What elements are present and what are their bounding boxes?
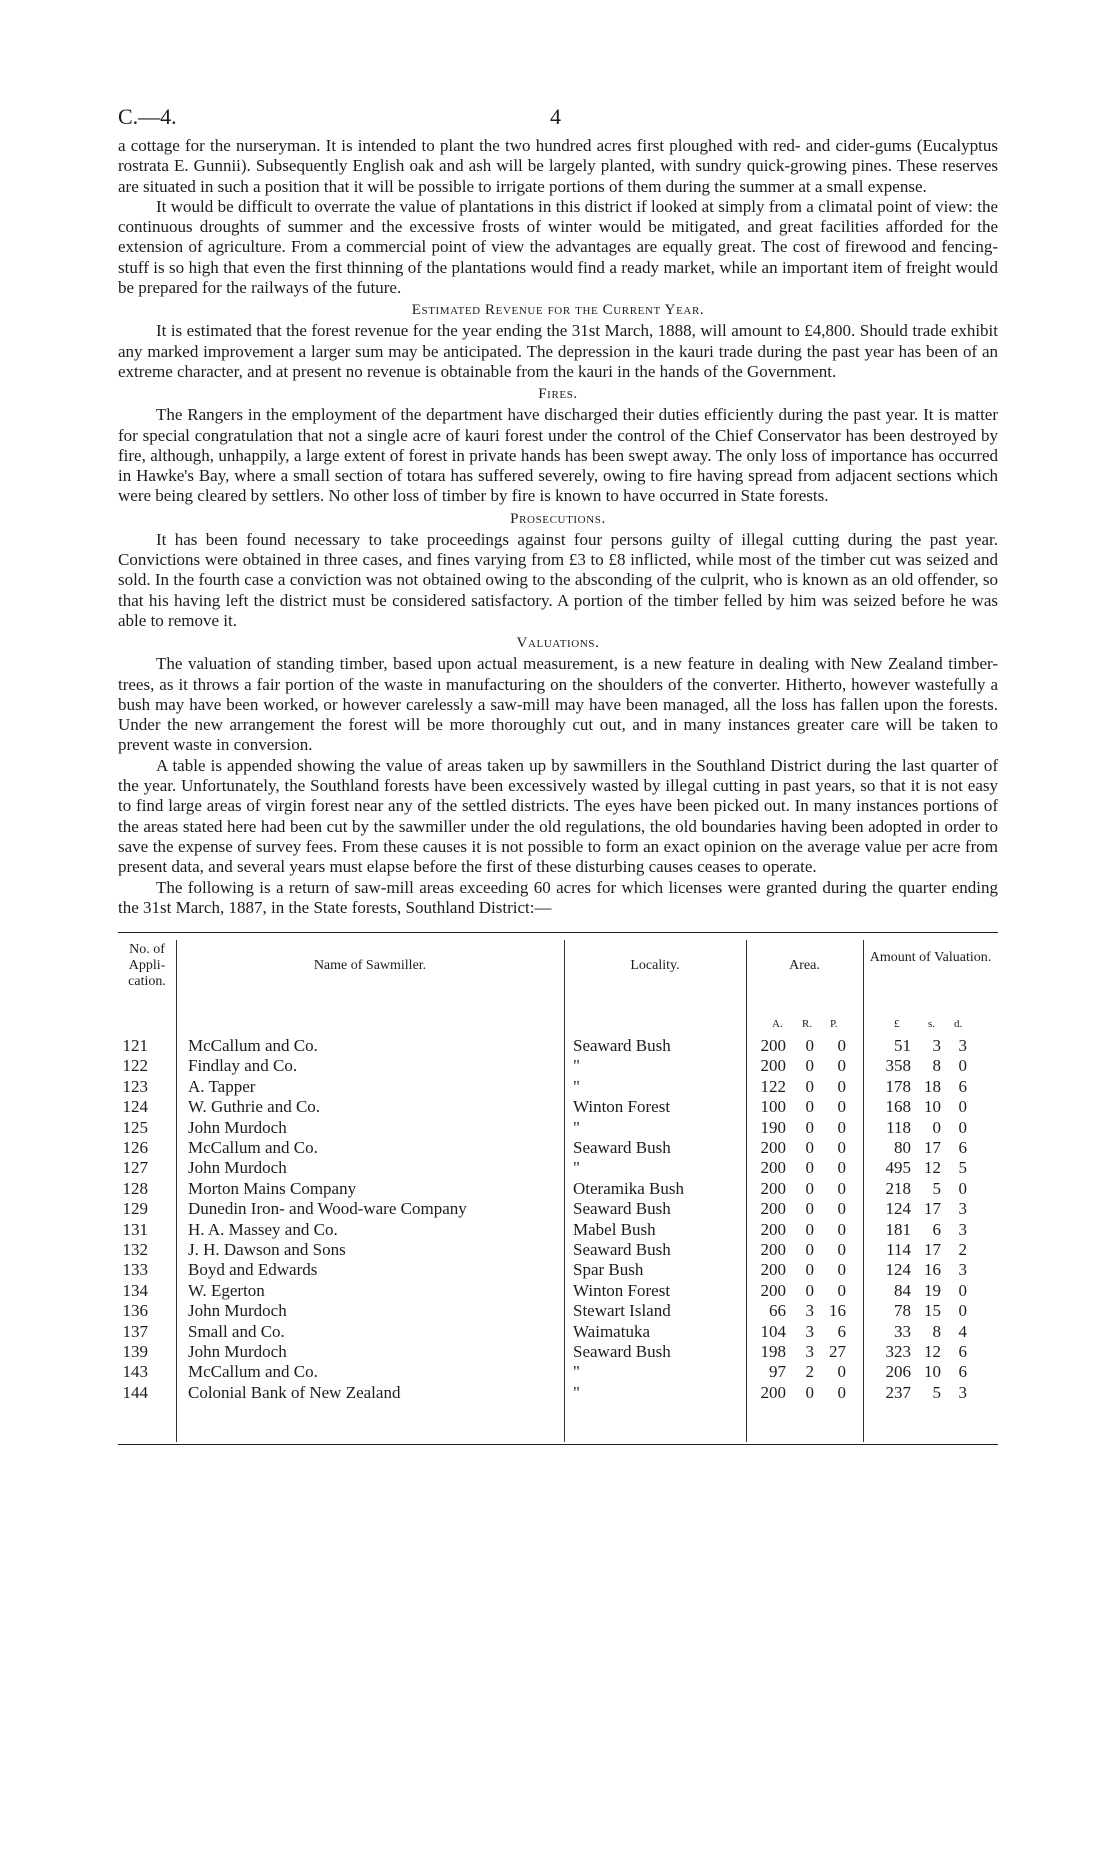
valuation-pence: 0 — [958, 1280, 967, 1300]
area-acres: 200 — [760, 1138, 786, 1158]
sawmiller-name: J. H. Dawson and Sons — [188, 1240, 346, 1260]
locality: Oteramika Bush — [573, 1178, 684, 1198]
application-no: 139 — [122, 1342, 148, 1362]
table-row — [118, 1138, 998, 1158]
valuation-shillings: 3 — [932, 1036, 941, 1056]
locality: Seaward Bush — [573, 1138, 671, 1158]
area-roods: 3 — [805, 1321, 814, 1341]
table-row — [118, 1260, 998, 1280]
application-no: 134 — [122, 1280, 148, 1300]
sawmiller-name: Morton Mains Company — [188, 1178, 357, 1198]
area-roods: 0 — [805, 1158, 814, 1178]
valuation-pounds: 323 — [885, 1342, 911, 1362]
application-no: 137 — [122, 1321, 148, 1341]
valuation-shillings: 0 — [932, 1117, 941, 1137]
valuation-shillings: 5 — [932, 1382, 941, 1402]
sawmiller-name: McCallum and Co. — [188, 1036, 318, 1056]
valuation-pence: 4 — [958, 1321, 967, 1341]
valuation-shillings: 8 — [932, 1321, 941, 1341]
application-no: 123 — [122, 1076, 148, 1096]
table-row — [118, 1036, 998, 1056]
valuation-shillings: 16 — [924, 1260, 941, 1280]
application-no: 124 — [122, 1097, 148, 1117]
table-row — [118, 1281, 998, 1301]
area-perches: 0 — [837, 1260, 846, 1280]
valuation-pence: 3 — [958, 1382, 967, 1402]
area-acres: 200 — [760, 1382, 786, 1402]
locality: Mabel Bush — [573, 1219, 656, 1239]
area-roods: 0 — [805, 1260, 814, 1280]
area-perches: 0 — [837, 1158, 846, 1178]
area-acres: 104 — [760, 1321, 786, 1341]
valuation-pence: 0 — [958, 1178, 967, 1198]
sawmiller-name: Boyd and Edwards — [188, 1260, 318, 1280]
valuation-pounds: 78 — [894, 1301, 911, 1321]
area-acres: 190 — [760, 1117, 786, 1137]
area-acres: 200 — [760, 1178, 786, 1198]
locality: Seaward Bush — [573, 1036, 671, 1056]
valuation-shillings: 17 — [924, 1240, 941, 1260]
unit-shillings: s. — [928, 1018, 936, 1031]
application-no: 127 — [122, 1158, 148, 1178]
sawmiller-name: John Murdoch — [188, 1117, 287, 1137]
locality: Winton Forest — [573, 1280, 671, 1300]
valuation-shillings: 12 — [924, 1342, 941, 1362]
area-acres: 66 — [769, 1301, 786, 1321]
application-no: 144 — [122, 1382, 148, 1402]
paragraph: a cottage for the nurseryman. It is intended to plant the two hundred acres first ploughed with red- and cider-gums (Eucalyptus rostrata E. Gunnii). Subsequently English oak and ash will be largely planted, with sundry quick-growing pines. These reserves are situated in such a position that it will be possible to irrigate portions of them during the summer at a small expense. — [118, 136, 998, 196]
section-heading: Fires. — [538, 386, 578, 403]
valuation-pence: 5 — [958, 1158, 967, 1178]
page-number: 4 — [550, 104, 561, 129]
paragraph: It has been found necessary to take proceedings against four persons guilty of illegal cutting during the past year. Convictions were obtained in three cases, and fines varying from £3 to £8 inflicted, while most of the timber cut was seized and sold. In the fourth case a conviction was not obtained owing to the absconding of the culprit, who is known as an old offender, so that his having left the district must be considered satisfactory. A portion of the timber felled by him was seized before he was able to remove it. — [118, 529, 998, 630]
area-perches: 27 — [829, 1342, 846, 1362]
valuation-shillings: 18 — [924, 1076, 941, 1096]
valuation-shillings: 12 — [924, 1158, 941, 1178]
area-roods: 0 — [805, 1219, 814, 1239]
sawmill-areas-table — [118, 932, 998, 1452]
header-sawmiller: Name of Sawmiller. — [313, 958, 427, 974]
valuation-pounds: 80 — [894, 1138, 911, 1158]
unit-pence: d. — [954, 1018, 963, 1031]
area-roods: 0 — [805, 1036, 814, 1056]
area-perches: 0 — [837, 1240, 846, 1260]
area-perches: 0 — [837, 1178, 846, 1198]
valuation-pounds: 51 — [894, 1036, 911, 1056]
valuation-pence: 3 — [958, 1036, 967, 1056]
area-roods: 3 — [805, 1301, 814, 1321]
application-no: 143 — [122, 1362, 148, 1382]
header-valuation: Amount of Valuation. — [869, 950, 992, 966]
header-area: Area. — [789, 958, 820, 974]
locality: " — [573, 1362, 580, 1382]
locality: " — [573, 1117, 580, 1137]
sawmiller-name: John Murdoch — [188, 1301, 287, 1321]
application-no: 132 — [122, 1240, 148, 1260]
application-no: 122 — [122, 1056, 148, 1076]
area-perches: 0 — [837, 1076, 846, 1096]
area-roods: 0 — [805, 1240, 814, 1260]
area-acres: 200 — [760, 1280, 786, 1300]
header-locality: Locality. — [630, 958, 680, 974]
locality: Spar Bush — [573, 1260, 644, 1280]
table-row — [118, 1118, 998, 1138]
application-no: 121 — [122, 1036, 148, 1056]
unit-acres: A. — [772, 1018, 783, 1031]
table-row — [118, 1158, 998, 1178]
locality: " — [573, 1056, 580, 1076]
sawmiller-name: W. Guthrie and Co. — [188, 1097, 321, 1117]
area-perches: 16 — [829, 1301, 846, 1321]
valuation-pounds: 358 — [885, 1056, 911, 1076]
locality: Stewart Island — [573, 1301, 671, 1321]
valuation-pence: 0 — [958, 1117, 967, 1137]
application-no: 126 — [122, 1138, 148, 1158]
valuation-shillings: 19 — [924, 1280, 941, 1300]
table-row — [118, 1322, 998, 1342]
locality: " — [573, 1382, 580, 1402]
area-acres: 198 — [760, 1342, 786, 1362]
page-header — [118, 100, 998, 136]
area-acres: 200 — [760, 1240, 786, 1260]
table-row — [118, 1362, 998, 1382]
area-acres: 200 — [760, 1219, 786, 1239]
locality: " — [573, 1158, 580, 1178]
area-perches: 0 — [837, 1056, 846, 1076]
area-roods: 0 — [805, 1382, 814, 1402]
valuation-shillings: 10 — [924, 1097, 941, 1117]
area-acres: 200 — [760, 1260, 786, 1280]
table-row — [118, 1342, 998, 1362]
area-roods: 3 — [805, 1342, 814, 1362]
section-heading: Valuations. — [516, 635, 600, 652]
area-roods: 0 — [805, 1056, 814, 1076]
sawmiller-name: John Murdoch — [188, 1158, 287, 1178]
table-bottom-rule — [118, 1444, 998, 1445]
sawmiller-name: H. A. Massey and Co. — [188, 1219, 338, 1239]
paragraph: The following is a return of saw-mill areas exceeding 60 acres for which licenses were granted during the quarter ending the 31st March, 1887, in the State forests, Southland District:— — [118, 877, 998, 917]
valuation-pence: 6 — [958, 1076, 967, 1096]
table-top-rule — [118, 932, 998, 933]
paragraph: It is estimated that the forest revenue for the year ending the 31st March, 1888, will amount to £4,800. Should trade exhibit any marked improvement a larger sum may be anticipated. The depression in the kauri trade during the past year has been of an extreme character, and at present no revenue is obtainable from the kauri in the hands of the Government. — [118, 321, 998, 381]
area-roods: 0 — [805, 1199, 814, 1219]
table-row — [118, 1383, 998, 1403]
area-perches: 6 — [837, 1321, 846, 1341]
valuation-pounds: 168 — [885, 1097, 911, 1117]
valuation-pence: 0 — [958, 1097, 967, 1117]
unit-perches: P. — [830, 1018, 838, 1031]
application-no: 125 — [122, 1117, 148, 1137]
area-perches: 0 — [837, 1199, 846, 1219]
valuation-pence: 2 — [958, 1240, 967, 1260]
area-perches: 0 — [837, 1097, 846, 1117]
sawmiller-name: McCallum and Co. — [188, 1138, 318, 1158]
valuation-pounds: 218 — [885, 1178, 911, 1198]
sawmiller-name: Small and Co. — [188, 1321, 285, 1341]
valuation-pence: 6 — [958, 1362, 967, 1382]
area-roods: 0 — [805, 1138, 814, 1158]
area-acres: 97 — [769, 1362, 786, 1382]
valuation-shillings: 5 — [932, 1178, 941, 1198]
table-row — [118, 1240, 998, 1260]
valuation-shillings: 17 — [924, 1138, 941, 1158]
table-row — [118, 1056, 998, 1076]
locality: Seaward Bush — [573, 1240, 671, 1260]
application-no: 129 — [122, 1199, 148, 1219]
paragraph: The Rangers in the employment of the department have discharged their duties efficiently during the past year. It is matter for special congratulation that not a single acre of kauri forest under the control of the Chief Conservator has been destroyed by fire, although, unhappily, a large extent of forest in private hands has been swept away. The only loss of importance has occurred in Hawke's Bay, where a small section of totara has suffered severely, owing to fire having spread from adjacent sections which were being cleared by settlers. No other loss of timber by fire is known to have occurred in State forests. — [118, 405, 998, 506]
valuation-pounds: 124 — [885, 1260, 911, 1280]
area-acres: 100 — [760, 1097, 786, 1117]
paragraph: It would be difficult to overrate the value of plantations in this district if looked at simply from a climatal point of view: the continuous droughts of summer and the excessive frosts of winter would be mitigated, and great facilities afforded for the extension of agriculture. From a commercial point of view the advantages are equally great. The cost of firewood and fencing-stuff is so high that even the first thinning of the plantations would find a ready market, while an important item of freight would be prepared for the railways of the future. — [118, 196, 998, 298]
valuation-pence: 0 — [958, 1301, 967, 1321]
locality: Seaward Bush — [573, 1199, 671, 1219]
area-acres: 200 — [760, 1158, 786, 1178]
area-perches: 0 — [837, 1117, 846, 1137]
table-row — [118, 1179, 998, 1199]
paragraph: A table is appended showing the value of areas taken up by sawmillers in the Southland District during the last quarter of the year. Unfortunately, the Southland forests have been excessively wasted by illegal cutting in past years, so that it is not easy to find large areas of virgin forest near any of the settled districts. The eyes have been picked out. In many instances portions of the areas stated here had been cut by the sawmiller under the old regulations, the old boundaries having been adopted in order to save the expense of survey fees. From these causes it is not possible to form an exact opinion on the average value per acre from present data, and several years must elapse before the first of these disturbing causes ceases to operate. — [118, 755, 998, 877]
table-row — [118, 1301, 998, 1321]
valuation-shillings: 10 — [924, 1362, 941, 1382]
unit-roods: R. — [802, 1018, 813, 1031]
area-acres: 200 — [760, 1199, 786, 1219]
area-acres: 200 — [760, 1036, 786, 1056]
sawmiller-name: McCallum and Co. — [188, 1362, 318, 1382]
area-roods: 0 — [805, 1178, 814, 1198]
valuation-pounds: 178 — [885, 1076, 911, 1096]
valuation-shillings: 17 — [924, 1199, 941, 1219]
area-acres: 200 — [760, 1056, 786, 1076]
area-perches: 0 — [837, 1219, 846, 1239]
area-perches: 0 — [837, 1280, 846, 1300]
valuation-pence: 0 — [958, 1056, 967, 1076]
area-roods: 0 — [805, 1117, 814, 1137]
sawmiller-name: Colonial Bank of New Zealand — [188, 1382, 401, 1402]
sawmiller-name: A. Tapper — [188, 1076, 256, 1096]
area-perches: 0 — [837, 1362, 846, 1382]
valuation-pounds: 118 — [886, 1117, 911, 1137]
table-row — [118, 1199, 998, 1219]
locality: " — [573, 1076, 580, 1096]
valuation-pence: 6 — [958, 1138, 967, 1158]
valuation-pence: 3 — [958, 1260, 967, 1280]
area-roods: 0 — [805, 1280, 814, 1300]
area-perches: 0 — [837, 1036, 846, 1056]
valuation-pounds: 33 — [894, 1321, 911, 1341]
section-heading: Prosecutions. — [510, 510, 606, 527]
area-perches: 0 — [837, 1382, 846, 1402]
area-acres: 122 — [760, 1076, 786, 1096]
area-roods: 0 — [805, 1076, 814, 1096]
sawmiller-name: W. Egerton — [188, 1280, 265, 1300]
area-roods: 2 — [805, 1362, 814, 1382]
locality: Winton Forest — [573, 1097, 671, 1117]
document-reference: C.—4. — [118, 104, 177, 129]
locality: Waimatuka — [573, 1321, 650, 1341]
application-no: 133 — [122, 1260, 148, 1280]
application-no: 131 — [122, 1219, 148, 1239]
valuation-pounds: 181 — [885, 1219, 911, 1239]
valuation-pence: 3 — [958, 1219, 967, 1239]
valuation-pounds: 84 — [894, 1280, 911, 1300]
valuation-pence: 3 — [958, 1199, 967, 1219]
locality: Seaward Bush — [573, 1342, 671, 1362]
valuation-pounds: 237 — [885, 1382, 911, 1402]
valuation-pounds: 206 — [885, 1362, 911, 1382]
sawmiller-name: Findlay and Co. — [188, 1056, 298, 1076]
header-application-no: No. of Appli- cation. — [128, 942, 166, 990]
application-no: 136 — [122, 1301, 148, 1321]
table-row — [118, 1077, 998, 1097]
valuation-pounds: 495 — [885, 1158, 911, 1178]
table-row — [118, 1220, 998, 1240]
document-page — [118, 100, 998, 1452]
valuation-pence: 6 — [958, 1342, 967, 1362]
paragraph: The valuation of standing timber, based upon actual measurement, is a new feature in dealing with New Zealand timber-trees, as it throws a fair portion of the waste in manufacturing on the shoulders of the converter. Hitherto, however wastefully a bush may have been worked, or however carelessly a saw-mill may have been managed, all the loss has fallen upon the forests. Under the new arrangement the forest will be more thoroughly cut out, and in many instances greater care will be taken to prevent waste in conversion. — [118, 654, 998, 755]
valuation-pounds: 114 — [886, 1240, 911, 1260]
valuation-shillings: 8 — [932, 1056, 941, 1076]
valuation-shillings: 15 — [924, 1301, 941, 1321]
valuation-pounds: 124 — [885, 1199, 911, 1219]
area-perches: 0 — [837, 1138, 846, 1158]
area-roods: 0 — [805, 1097, 814, 1117]
section-heading: Estimated Revenue for the Current Year. — [411, 302, 705, 319]
unit-pounds: £ — [894, 1018, 900, 1031]
sawmiller-name: Dunedin Iron- and Wood-ware Company — [188, 1199, 467, 1219]
sawmiller-name: John Murdoch — [188, 1342, 287, 1362]
application-no: 128 — [122, 1178, 148, 1198]
valuation-shillings: 6 — [932, 1219, 941, 1239]
table-row — [118, 1097, 998, 1117]
